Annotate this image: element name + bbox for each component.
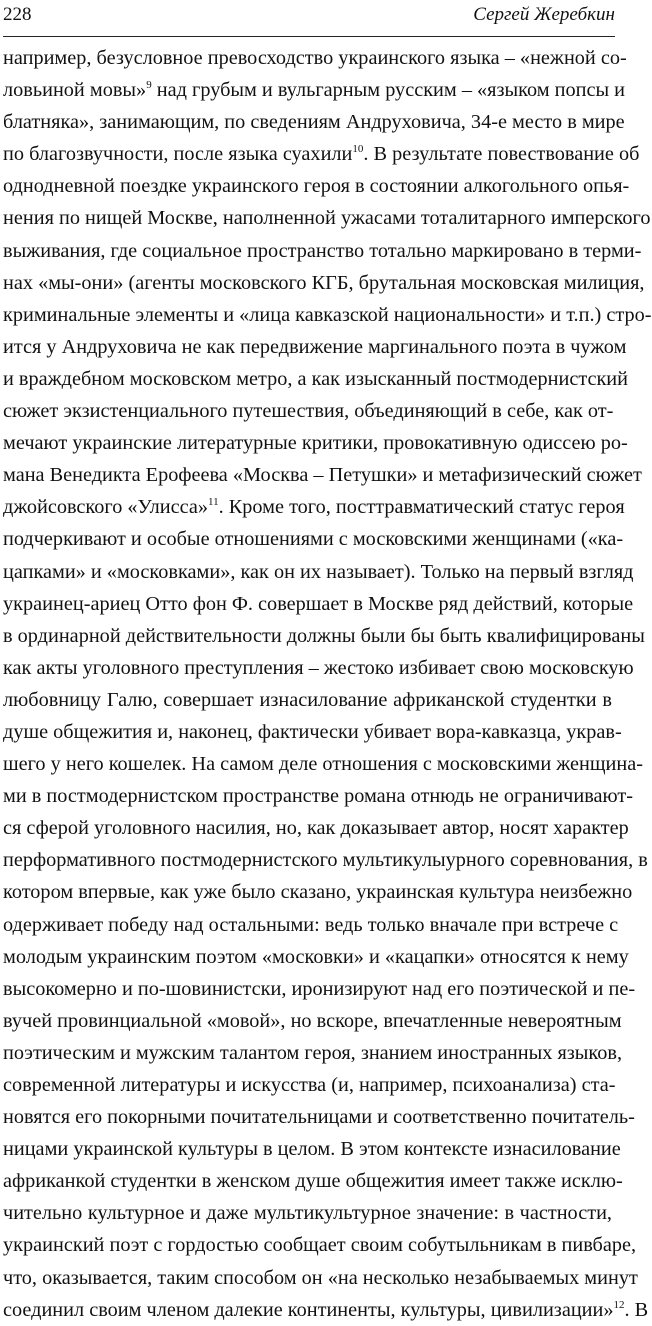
text-line: одерживает победу над остальными: ведь только вначале при встрече с (3, 913, 619, 936)
footnote-marker: 11 (208, 496, 219, 509)
text-line: криминальные элементы и «лица кавказской национальности» и т.п.) стро- (3, 303, 652, 326)
text-line: котором впервые, как уже было сказано, украинская культура неизбежно (3, 881, 633, 904)
text-line: нах «мы-они» (агенты московского КГБ, брутальная московская милиция, (3, 271, 645, 294)
text-line: цапками» и «московками», как он их называет). Только на первый взгляд (3, 560, 634, 583)
text-line: новятся его покорными почитательницами и соответственно почитатель- (3, 1106, 635, 1129)
text-line: и враждебном московском метро, а как изысканный постмодернистский (3, 367, 629, 390)
text-segment: . Кроме того, посттравматический статус героя (218, 496, 625, 519)
text-line: как акты уголовного преступления – жестоко избивает свою московскую (3, 656, 634, 679)
text-segment: . В (624, 1298, 649, 1321)
text-segment: ловьиной мовы» (3, 79, 147, 102)
text-segment: над грубым и вульгарным русским – «языком попсы и (151, 79, 626, 102)
text-line: душе общежития и, наконец, фактически убивает вора-кавказца, украв- (3, 720, 622, 743)
text-line: что, оказывается, таким способом он «на несколько незабываемых минут (3, 1266, 638, 1289)
text-segment: соединил своим членом далекие континенты, культуры, цивилизации» (3, 1298, 614, 1321)
text-segment: по благозвучности, после языка суахили (3, 143, 353, 166)
text-line: мана Венедикта Ерофеева «Москва – Петушки» и метафизический сюжет (3, 464, 642, 487)
text-line: украинец-ариец Отто фон Ф. совершает в Москве ряд действий, которые (3, 592, 634, 615)
text-line (3, 1294, 649, 1326)
text-line: чительно культурное и даже мультикультурное значение: в частности, (3, 1202, 612, 1225)
text-line: высокомерно и по-шовинистски, иронизируют над его поэтической и пе- (3, 977, 636, 1000)
text-line: шего у него кошелек. На самом деле отношения с московскими женщина- (3, 753, 643, 776)
text-line: мечают украинские литературные критики, провокативную одиссею ро- (3, 432, 628, 455)
text-line: в ординарной действительности должны были бы быть квалифицированы (3, 624, 645, 647)
text-line: сюжет экзистенциального путешествия, объединяющий в себе, как от- (3, 400, 614, 423)
running-head-author: Сергей Жеребкин (473, 4, 615, 25)
text-line: современной литературы и искусства (и, например, психоанализа) ста- (3, 1074, 616, 1096)
text-line (3, 138, 640, 170)
text-line: нения по нищей Москве, наполненной ужасами тоталитарного имперского (3, 207, 651, 230)
text-segment: джойсовского «Улисса» (3, 496, 208, 519)
text-line: выживания, где социальное пространство тотально маркировано в терми- (3, 239, 642, 262)
footnote-marker: 12 (613, 1298, 625, 1311)
text-line (3, 491, 625, 523)
text-line: молодым украинским поэтом «московки» и «кацапки» относятся к нему (3, 945, 629, 968)
text-line: например, безусловное превосходство украинского языка – «нежной со- (3, 47, 627, 69)
text-line: африканкой студентки в женском душе общежития имеет также исклю- (3, 1170, 623, 1193)
text-line: однодневной поездке украинского героя в состоянии алкогольного опья- (3, 175, 630, 198)
page-number: 228 (3, 4, 32, 25)
body-text (3, 42, 652, 1326)
footnote-marker: 10 (352, 143, 364, 156)
text-line: блатняка», занимающим, по сведениям Андруховича, 34-е место в мире (3, 111, 625, 134)
text-line: поэтическим и мужским талантом героя, знанием иностранных языков, (3, 1041, 623, 1064)
footnote-marker: 9 (146, 79, 152, 92)
text-line (3, 74, 626, 106)
text-line: ится у Андруховича не как передвижение маргинального поэта в чужом (3, 335, 627, 358)
text-line: подчеркивают и особые отношениями с московскими женщинами («ка- (3, 528, 624, 551)
text-line: украинский поэт с гордостью сообщает своим собутыльникам в пивбаре, (3, 1234, 637, 1257)
text-segment: . В результате повествование об (363, 143, 640, 166)
text-line: ницами украинской культуры в целом. В этом контексте изнасилование (3, 1138, 621, 1161)
page-header (3, 0, 615, 37)
text-line: ся сферой уголовного насилия, но, как доказывает автор, носят характер (3, 817, 629, 840)
text-line: ми в постмодернистском пространстве романа отнюдь не ограничивают- (3, 785, 634, 808)
text-line: перформативного постмодернистского мультикулыурного соревнования, в (3, 849, 648, 872)
text-line: вучей провинциальной «мовой», но вскоре, впечатленные невероятным (3, 1009, 622, 1032)
text-line: любовницу Галю, совершает изнасилование африканской студентки в (3, 688, 612, 711)
